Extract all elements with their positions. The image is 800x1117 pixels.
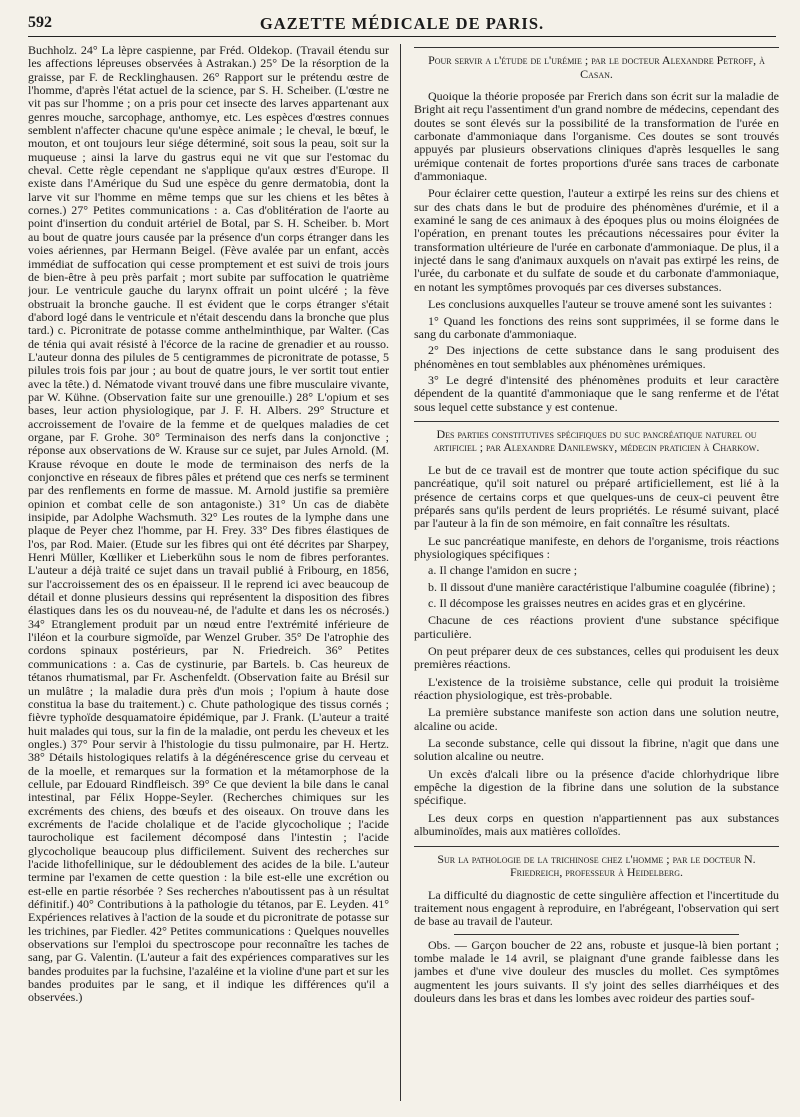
paragraph: Un excès d'alcali libre ou la présence d'acide chlorhydrique libre empêche la digestion de la fibrine dans une solution de la substance spécifique. [414, 766, 779, 808]
paragraph: Les deux corps en question n'appartiennent pas aux substances albuminoïdes, mais aux matières colloïdes. [414, 810, 779, 839]
paragraph: L'existence de la troisième substance, celle qui produit la troisième réaction physiologique, est très-probable. [414, 674, 779, 703]
section-heading-suc-pancreatique: Des parties constitutives spécifiques du suc pancréatique naturel ou artificiel ; par Alexandre Danilewsky, médecin praticien à Charkow. [433, 426, 760, 455]
paragraph: La difficulté du diagnostic de cette singulière affection et l'incertitude du traitement nous engagent à reproduire, en l'abrégeant, l'observation qui sert de base au travail de l'auteur. [414, 887, 779, 929]
page-number: 592 [28, 14, 52, 31]
paragraph: Le but de ce travail est de montrer que toute action spécifique du suc pancréatique, qu'il soit naturel ou préparé artificiellement, est lié à la présence de certains corps et que quelques-uns de ceux-ci peuvent être préparés sans qu'ils perdent de leurs propriétés. Le résumé suivant, placé par l'auteur à la fin de son mémoire, en fait connaître les résultats. [414, 462, 779, 531]
column-divider [400, 44, 401, 1101]
left-column [28, 44, 389, 1095]
paragraph: Pour éclairer cette question, l'auteur a extirpé les reins sur des chiens et sur des chats dans le but de produire des phénomènes d'urémie, et il a examiné le sang de ces animaux à des époques plus ou moins éloignées de l'opération, en prenant toutes les précautions nécessaires pour éviter la transformation ultérieure de l'urée en carbonate d'ammoniaque. De plus, il a injecté dans le sang d'animaux auxquels on n'avait pas extirpé les reins, de l'urée, du carbonate et du sulfate de soude et du carbonate d'ammoniaque, en notant les symptômes provoqués par ces diverses substances. [414, 186, 779, 294]
section-separator [454, 934, 739, 935]
paragraph: La seconde substance, celle qui dissout la fibrine, n'agit que dans une solution alcaline ou neutre. [414, 736, 779, 764]
paragraph: Le suc pancréatique manifeste, en dehors de l'organisme, trois réactions physiologiques spécifiques : [414, 533, 779, 561]
conclusion-item: 2° Des injections de cette substance dans le sang produisent des phénomènes en tout semblables aux phénomènes urémiques. [414, 343, 779, 371]
paragraph: Chacune de ces réactions provient d'une substance spécifique particulière. [414, 613, 779, 641]
section-heading-trichinose: Sur la pathologie de la trichinose chez l'homme ; par le docteur N. Friedreich, professeur à Heidelberg. [437, 851, 756, 879]
page-header [28, 14, 776, 37]
section-heading-uremie: Pour servir a l'étude de l'urémie ; par le docteur Alexandre Petroff, à Casan. [428, 53, 765, 81]
reaction-item: b. Il dissout d'une manière caractéristique l'albumine coagulée (fibrine) ; [428, 579, 776, 594]
paragraph: On peut préparer deux de ces substances, celles qui produisent les deux premières réactions. [414, 644, 779, 672]
section-separator [414, 421, 779, 422]
section-separator [414, 846, 779, 847]
conclusion-item: 1° Quand les fonctions des reins sont supprimées, il se forme dans le sang du carbonate d'ammoniaque. [414, 313, 779, 341]
left-column-text: Buchholz. 24° La lèpre caspienne, par Fréd. Oldekop. (Travail étendu sur les affections lépreuses observées à Astrakan.) 25° De la résorption de la graisse, par F. de Recklinghausen. 26° Rapport sur le prétendu œstre de l'homme, d'après l'état actuel de la science, par S. H. Scheiber. (L'œstre ne vit pas sur l'homme ; on a pris pour cet insecte des larves appartenant aux genres mouche, sarcophage, anthomye, etc. Les espèces d'œstres connues semblent n'affecter chacune qu'une espèce animale ; le cheval, le bœuf, le mouton, et ont toujours leur siége déterminé, soit sous la peau, soit sur la muqueuse ; ainsi la larve du gastrus equi ne vit que sur l'estomac du cheval. Cette règle cependant ne s'applique qu'aux œstres d'Europe. Il existe dans l'Amérique du Sud une espèce du genre dermatobia, dont la larve vit sur l'homme en même temps que sur les chiens et les bêtes à cornes.) 27° Petites communications : a. Cas d'oblitération de l'aorte au point d'insertion du conduit artériel de Botal, par S. H. Scheiber. b. Mort au bout de quatre jours causée par la présence d'un corps étranger dans les voies aériennes, par Hermann Beigel. (Fève avalée par un enfant, accès immédiat de suffocation qui cesse promptement et est suivi de trois jours de bien-être à peu près parfait ; mort subite par suffocation le quatrième jour. Le ventricule gauche du larynx offrait un point ulcéré ; la fève obstruait la bronche gauche. Il est évident que le corps étranger s'était d'abord logé dans le ventricule et n'était descendu dans la bronche que plus tard.) c. Picronitrate de potasse comme anthelminthique, par Walter. (Cas de ténia qui avait résisté à l'écorce de la racine de grenadier et au rousso. L'auteur donna des pilules de 5 centigrammes de picronitrate de potasse, 5 pilules trois fois par jour ; au bout de quatre jours, le ver sortit tout entier avec la tête.) d. Nématode vivant trouvé dans une fibre musculaire vivante, par W. Kühne. (Observation faite sur une grenouille.) 28° L'opium et ses bases, leur action physiologique, par J. F. H. Albers. 29° Structure et accroissement de l'ovaire de la femme et de quelques maladies de cet organe, par F. Grohe. 30° Terminaison des nerfs dans la conjonctive ; réponse aux observations de W. Krause sur ce sujet, par Jules Arnold. (M. Krause révoque en doute le mode de terminaison des nerfs de la conjonctive en réseaux de fibres pâles et prétend que ces nerfs se terminent par des renflements en forme de massue. M. Arnold justifie sa première opinion et combat celle de son antagoniste.) 31° Un cas de diabète insipide, par Adolphe Wachsmuth. 32° Les routes de la lymphe dans une plaque de Peyer chez l'homme, par H. Frey. 33° Des fibres élastiques de l'os, par Rod. Maier. (Etude sur les fibres qui ont été décrites par Sharpey, Henri Müller, Kœlliker et Lieberkühn sous le nom de fibres perforantes. L'auteur a déjà traité ce sujet dans un travail publié à Fribourg, en 1856, sur l'accroissement des os en épaisseur. Il le reprend ici avec beaucoup de détail et donne plusieurs dessins qui représentent la disposition des fibres élastiques dans les os du nouveau-né, de l'adulte et dans les os nécrosés.) 34° Etranglement produit par un nœud entre l'extrémité inférieure de l'iléon et la courbure sigmoïde, par Wenzel Gruber. 35° De l'atrophie des cordons spinaux postérieurs, par N. Friedreich. 36° Petites communications : a. Cas de cystinurie, par Bartels. b. Cas heureux de tétanos rhumatismal, par Fr. Aschenfeldt. (Observation faite au Brésil sur un mulâtre ; la maladie dura près d'un mois ; l'opium à haute dose constitua la base du traitement.) c. Chute pathologique des tissus cornés ; fièvre typhoïde desquamatoire épidémique, par J. Frank. (L'auteur a traité huit malades qui tous, sur la fin de la maladie, ont perdu les cheveux et les ongles.) 37° Pour servir à l'histologie du tissu pulmonaire, par H. Hertz. 38° Détails histologiques relatifs à la dégénérescence grise du cerveau et de la moelle, et remarques sur la formation et la métamorphose de la cellule, par Edouard Rindfleisch. 39° Ce que devient la bile dans le canal intestinal, par Félix Hoppe-Seyler. (Recherches chimiques sur les excréments des chiens, des bœufs et des oiseaux. On trouve dans les excréments de l'acide cholalique et de l'acide glycocholique ; l'acide taurocholique est facilement décomposé dans l'intestin ; l'acide glycocholique beaucoup plus difficilement. Suivent des recherches sur l'acide lithofellinique, sur le dédoublement des acides de la bile. L'auteur termine par l'examen de cette question : la bile est-elle une excrétion ou est-elle en partie résorbée ? Ses recherches n'aboutissent pas à un résultat définitif.) 40° Contributions à la pathologie du tétanos, par E. Leyden. 41° Expériences relatives à l'action de la soude et du picronitrate de potasse sur les trichines, par Fiedler. 42° Petites communications : Quelques nouvelles observations sur l'emploi du spectroscope pour reconnaître les taches de sang, par G. Valentin. (L'auteur a fait des expériences comparatives sur les bandes produites par la fuchsine, l'azaléine et la violine d'une part et sur les bandes produites par le sang, et il indique les différences qu'il a observées.) [28, 44, 389, 1005]
observation-paragraph: Obs. — Garçon boucher de 22 ans, robuste et jusque-là bien portant ; tombe malade le 14 avril, se plaignant d'une grande faiblesse dans les jambes et d'une vive douleur des muscles du mollet. Ces symptômes augmentent les jours suivants. Il s'y joint des selles diarrhéiques et des douleurs dans les bras et dans les lombes avec roideur des parties souf- [414, 937, 779, 1005]
paragraph: La première substance manifeste son action dans une solution neutre, alcaline ou acide. [414, 705, 779, 733]
journal-title: GAZETTE MÉDICALE DE PARIS. [259, 14, 545, 33]
paragraph: Quoique la théorie proposée par Frerich dans son écrit sur la maladie de Bright ait reçu l'assentiment d'un grand nombre de médecins, cependant des doutes se sont élevés sur la possibilité de la transformation de l'urée en carbonate d'ammoniaque dans l'organisme. Ces doutes se sont trouvés appuyés par plusieurs observations cliniques d'après lesquelles le sang urémique contenait de fortes proportions d'urée sans traces de carbonate d'ammoniaque. [414, 89, 779, 184]
conclusion-item: 3° Le degré d'intensité des phénomènes produits et leur caractère dépendent de la quantité d'ammoniaque que le sang renferme et de l'état sous lequel cette substance y est contenue. [414, 372, 779, 414]
section-separator [414, 47, 779, 48]
paragraph: Les conclusions auxquelles l'auteur se trouve amené sont les suivantes : [428, 297, 773, 312]
right-column [414, 44, 779, 1095]
reaction-item: a. Il change l'amidon en sucre ; [428, 563, 578, 578]
reaction-item: c. Il décompose les graisses neutres en acides gras et en glycérine. [428, 596, 746, 610]
